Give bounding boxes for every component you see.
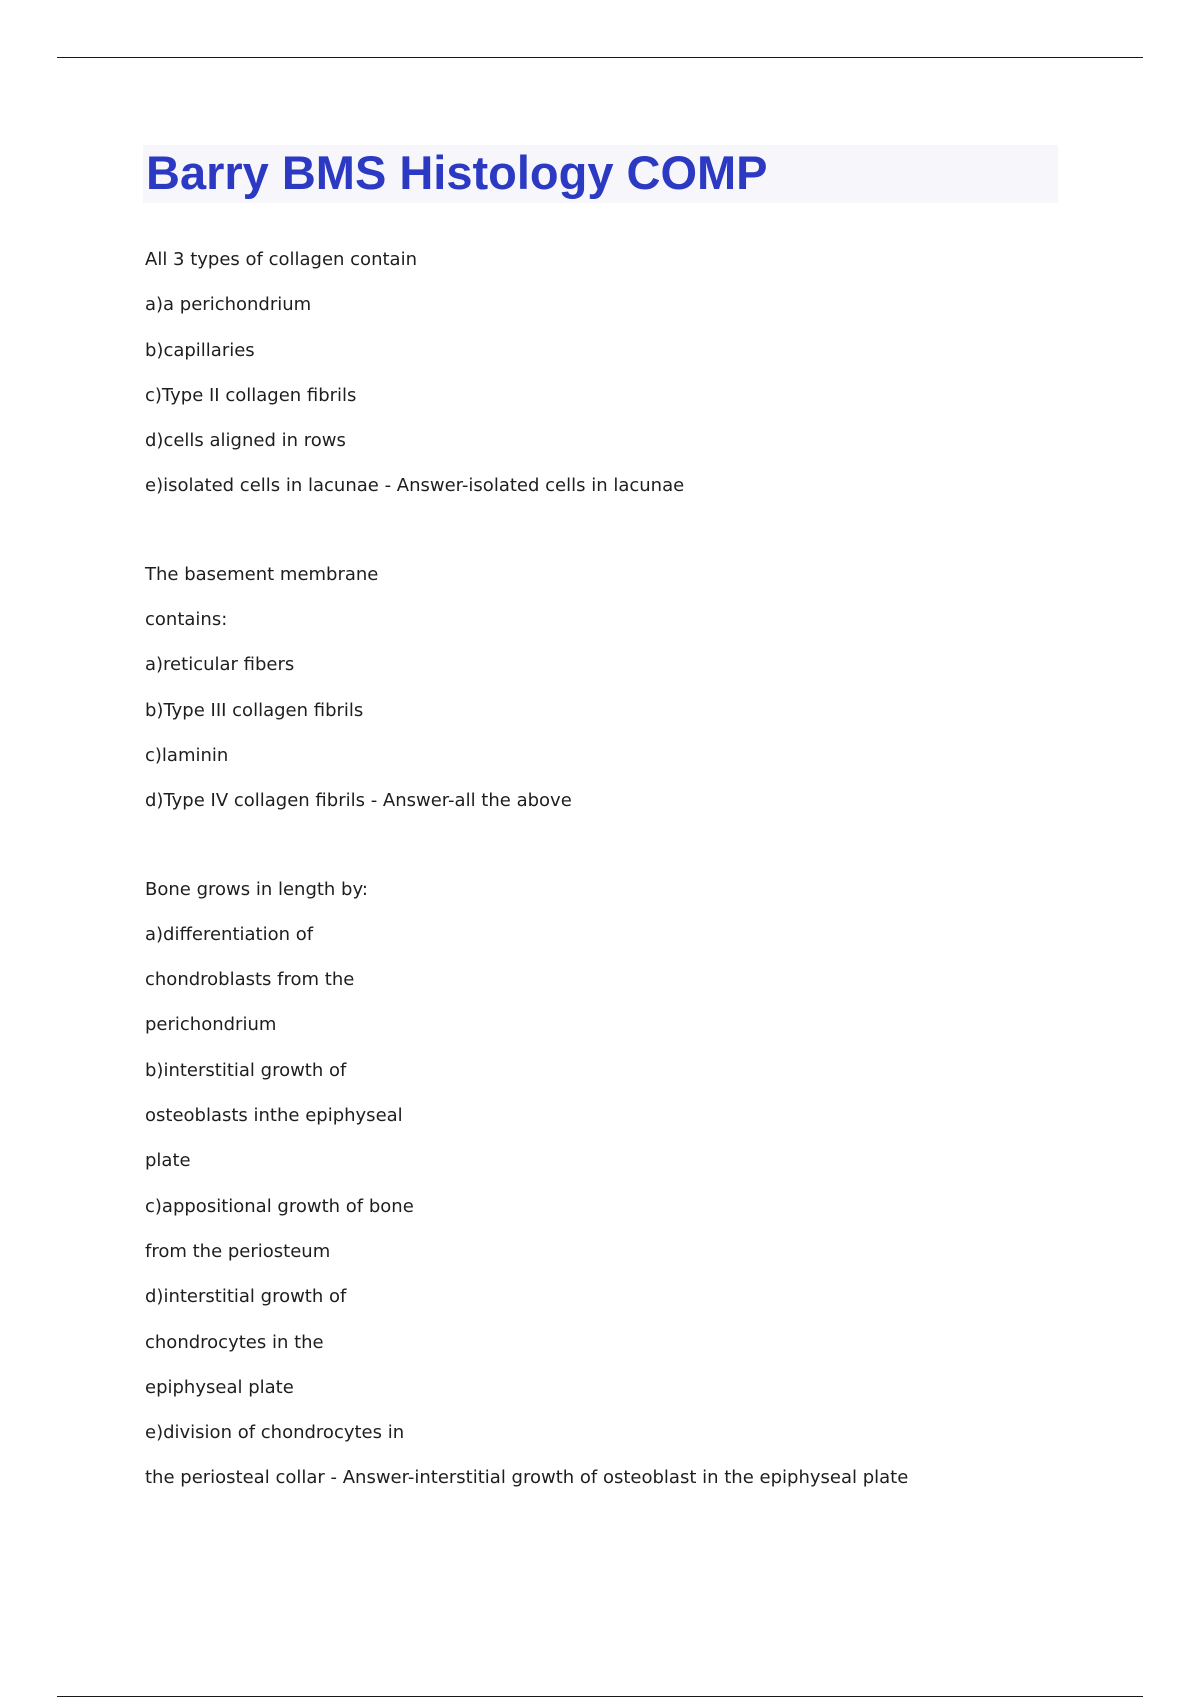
question-3-option-c-continued: from the periosteum [145, 1240, 331, 1262]
question-2-option-d-answer: d)Type IV collagen fibrils - Answer-all the above [145, 790, 572, 812]
question-2-option-c: c)laminin [145, 744, 229, 766]
question-list [145, 237, 1105, 1544]
footer-rule [57, 1696, 1143, 1697]
question-2-stem-continued: contains: [145, 609, 228, 631]
question-3-option-d-continued: epiphyseal plate [145, 1376, 294, 1398]
question-2-option-b: b)Type III collagen fibrils [145, 699, 364, 721]
page-title: Barry BMS Histology COMP [146, 146, 768, 199]
question-3-stem: Bone grows in length by: [145, 878, 368, 900]
question-2-stem: The basement membrane [145, 563, 379, 585]
question-1-option-a: a)a perichondrium [145, 294, 312, 316]
question-3 [145, 867, 1105, 1501]
question-1-option-d: d)cells aligned in rows [145, 430, 346, 452]
question-2 [145, 552, 1105, 824]
question-3-option-e: e)division of chondrocytes in [145, 1422, 405, 1444]
question-3-option-d: d)interstitial growth of [145, 1286, 347, 1308]
question-1 [145, 237, 1105, 509]
question-3-option-b-continued: plate [145, 1150, 191, 1172]
question-3-option-b-continued: osteoblasts inthe epiphyseal [145, 1105, 403, 1127]
question-3-option-a: a)differentiation of [145, 923, 314, 945]
question-1-stem: All 3 types of collagen contain [145, 249, 417, 270]
question-1-option-b: b)capillaries [145, 339, 255, 361]
question-3-option-a-continued: perichondrium [145, 1014, 277, 1036]
question-3-option-e-answer: the periosteal collar - Answer-interstitial growth of osteoblast in the epiphyseal plate [145, 1467, 909, 1489]
header-rule [57, 57, 1143, 58]
question-3-option-b: b)interstitial growth of [145, 1059, 347, 1081]
question-3-option-d-continued: chondrocytes in the [145, 1331, 324, 1353]
question-2-option-a: a)reticular fibers [145, 654, 295, 676]
question-3-option-a-continued: chondroblasts from the [145, 969, 355, 991]
question-3-option-c: c)appositional growth of bone [145, 1195, 414, 1217]
question-1-option-c: c)Type II collagen fibrils [145, 384, 357, 406]
question-1-option-e-answer: e)isolated cells in lacunae - Answer-isolated cells in lacunae [145, 475, 685, 497]
